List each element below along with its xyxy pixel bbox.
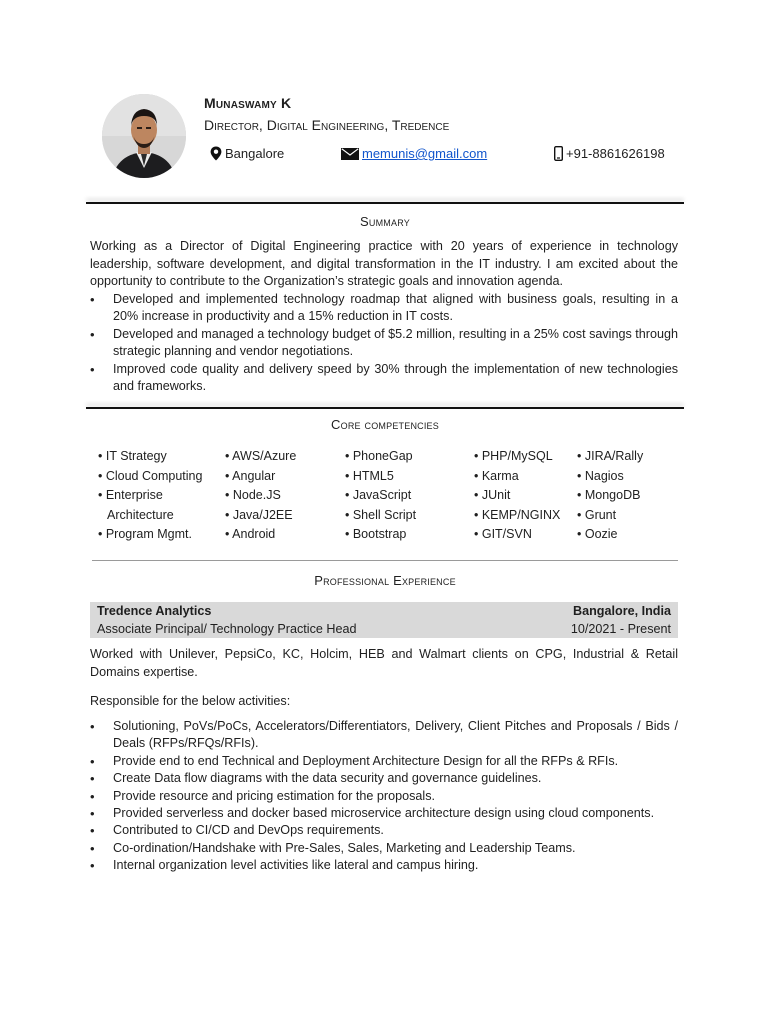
competency-item: • Shell Script xyxy=(345,507,417,522)
competency-item: • JUnit xyxy=(474,488,511,503)
competency-item: • PHP/MySQL xyxy=(474,449,553,463)
location-text: Bangalore xyxy=(225,146,285,161)
candidate-title: Director, Digital Engineering, Tredence xyxy=(204,117,450,133)
activities-list xyxy=(90,718,678,875)
contact-location xyxy=(210,146,284,161)
competency-item: • AWS/Azure xyxy=(225,449,297,463)
list-item: • Developed and implemented technology roadmap that aligned with business goals, resulting in a 20% increase in productivity and a 15% reduction in IT costs. xyxy=(90,291,678,326)
list-item: • Developed and managed a technology budget of $5.2 million, resulting in a 25% cost savings through strategic planning and vendor negotiations. xyxy=(90,326,678,361)
list-item: • Provided serverless and docker based microservice architecture design using cloud components. xyxy=(90,805,678,822)
experience-heading: Professional Experience xyxy=(314,573,456,588)
list-item: • Solutioning, PoVs/PoCs, Accelerators/Differentiators, Delivery, Client Pitches and Proposals / Bids / Deals (RFPs/RFQs/RFIs). xyxy=(90,718,678,753)
competency-item: • Bootstrap xyxy=(345,527,407,542)
competency-column-2 xyxy=(225,447,296,545)
competency-column-5 xyxy=(577,447,643,545)
header-divider xyxy=(86,202,684,204)
contact-email xyxy=(341,146,487,161)
phone-text: +91-8861626198 xyxy=(566,146,665,161)
job-dates: 10/2021 - Present xyxy=(570,622,671,636)
company-location: Bangalore, India xyxy=(573,604,671,618)
envelope-icon xyxy=(341,148,359,160)
competency-item: • Enterprise xyxy=(98,488,163,503)
list-item: • Provide end to end Technical and Deployment Architecture Design for all the RFPs & RFIs. xyxy=(90,753,678,770)
competency-item: • Android xyxy=(225,527,276,542)
list-item: • Provide resource and pricing estimation for the proposals. xyxy=(90,788,678,805)
mobile-phone-icon xyxy=(554,146,563,161)
competency-item: • Oozie xyxy=(577,527,618,542)
list-item: • Create Data flow diagrams with the data security and governance guidelines. xyxy=(90,770,678,787)
job-role: Associate Principal/ Technology Practice Head xyxy=(97,622,357,636)
competency-item: • JavaScript xyxy=(345,488,412,503)
competency-item: • MongoDB xyxy=(577,488,641,503)
profile-photo-illustration xyxy=(102,94,186,178)
competencies-heading: Core competencies xyxy=(331,417,439,432)
summary-heading: Summary xyxy=(360,214,410,229)
competency-item: • Cloud Computing xyxy=(98,468,203,483)
list-item: • Improved code quality and delivery speed by 30% through the implementation of new technologies and frameworks. xyxy=(90,361,678,396)
competency-item: • JIRA/Rally xyxy=(577,449,644,463)
experience-header-band xyxy=(90,602,678,638)
competency-item: • GIT/SVN xyxy=(474,527,532,542)
competency-item: • HTML5 xyxy=(345,468,394,483)
competency-item: • Nagios xyxy=(577,468,624,483)
competency-item: • Grunt xyxy=(577,507,617,522)
summary-divider xyxy=(86,407,684,409)
email-link[interactable]: memunis@gmail.com xyxy=(362,146,488,161)
contact-phone xyxy=(554,146,665,161)
responsibilities-label: Responsible for the below activities: xyxy=(90,694,291,708)
competency-column-3 xyxy=(345,447,416,545)
competency-column-4 xyxy=(474,447,560,545)
competency-item: • KEMP/NGINX xyxy=(474,507,561,522)
competency-item-continuation: Architecture xyxy=(107,507,174,522)
list-item: • Internal organization level activities like lateral and campus hiring. xyxy=(90,857,678,874)
summary-bullets xyxy=(90,291,678,395)
avatar xyxy=(102,94,186,178)
competency-item: • Java/J2EE xyxy=(225,507,293,522)
competency-item: • Node.JS xyxy=(225,488,281,503)
competency-item: • Program Mgmt. xyxy=(98,527,192,542)
competency-item: • PhoneGap xyxy=(345,449,413,463)
competency-item: • Karma xyxy=(474,468,519,483)
candidate-name: Munaswamy K xyxy=(204,95,292,111)
list-item: • Contributed to CI/CD and DevOps requirements. xyxy=(90,822,678,839)
map-pin-icon xyxy=(210,146,222,161)
summary-paragraph: Working as a Director of Digital Engineering practice with 20 years of experience in technology leadership, software development, and digital transformation in the IT industry. I am excited about the opportunity to contribute to the Organization’s strategic goals and innovation agenda. xyxy=(90,239,678,288)
company-name: Tredence Analytics xyxy=(97,604,212,618)
competencies-divider xyxy=(92,560,678,561)
competency-item: • Angular xyxy=(225,468,276,483)
competency-item: • IT Strategy xyxy=(98,449,167,463)
list-item: • Co-ordination/Handshake with Pre-Sales, Sales, Marketing and Leadership Teams. xyxy=(90,840,678,857)
experience-intro: Worked with Unilever, PepsiCo, KC, Holcim, HEB and Walmart clients on CPG, Industrial & Retail Domains expertise. xyxy=(90,647,678,679)
competency-column-1 xyxy=(98,447,202,545)
